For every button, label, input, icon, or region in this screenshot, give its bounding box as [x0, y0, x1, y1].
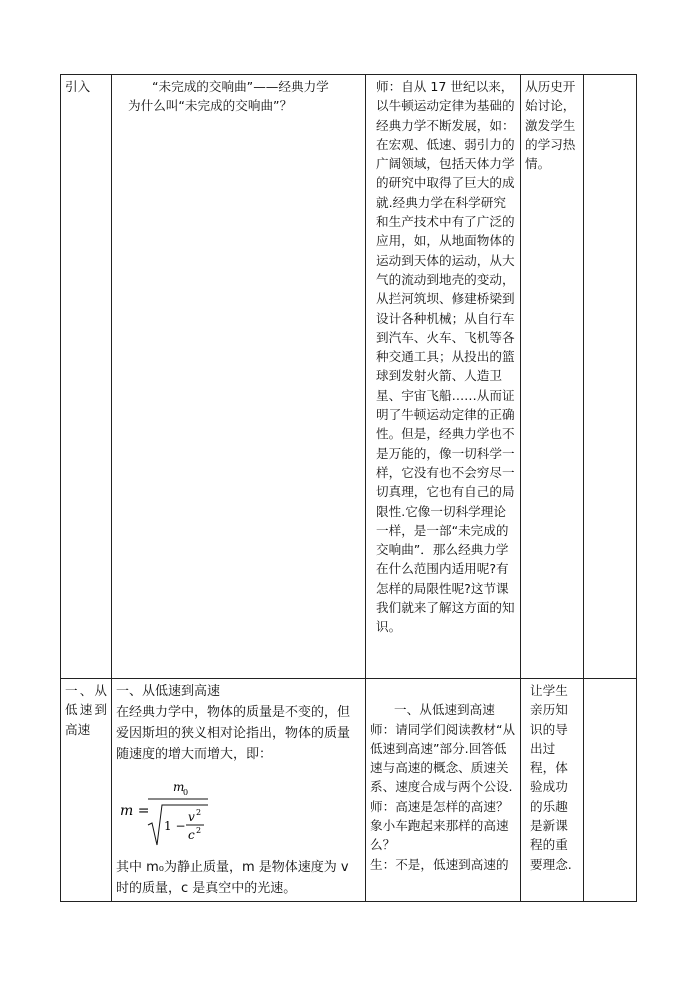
stage-cell — [61, 75, 112, 679]
stage-label: 一、从低速到高速 — [65, 683, 107, 737]
formula-numerator-sub: 0 — [183, 788, 189, 797]
extra-cell — [584, 679, 637, 902]
formula-one: 1 − — [164, 819, 186, 833]
design-intent-cell — [521, 679, 584, 902]
design-intent-text: 从历史开始讨论，激发学生的学习热情。 — [525, 79, 576, 172]
formula-c-exp: 2 — [196, 826, 202, 835]
mass-velocity-formula — [120, 773, 361, 851]
teacher-activity-cell — [366, 75, 521, 679]
content-line: 为什么叫“未完成的交响曲”？ — [128, 98, 293, 114]
teacher-activity-text: 一、从低速到高速 师：请同学们阅读教材“从低速到高速”部分.回答低速与高速的概念、质速关系、速度合成与两个公设. 师：高速是怎样的高速？象小车跑起来那样的高速么？ 生：不是，低速到高速的 — [370, 702, 516, 872]
formula-c: c — [188, 828, 195, 842]
lesson-plan-table — [60, 74, 637, 902]
teacher-activity-text: 师：自从 17 世纪以来，以牛顿运动定律为基础的经典力学不断发展，如：在宏观、低速、弱引力的广阔领域，包括天体力学的研究中取得了巨大的成就.经典力学在科学研究和生产技术中有了广泛的应用，如，从地面物体的运动到天体的运动，从大气的流动到地壳的变动，从拦河筑坝、修建桥梁到设计各种机械；从自行车到汽车、火车、飞机等各种交通工具；从投出的篮球到发射火箭、人造卫星、宇宙飞船……从而证明了牛顿运动定律的正确性。但是，经典力学也不是万能的，像一切科学一样，它没有也不会穷尽一切真理，它也有自己的局限性.它像一切科学理论一样，是一部“未完成的交响曲”．那么经典力学在什么范围内适用呢?有怎样的局限性呢?这节课我们就来了解这方面的知识。 — [376, 79, 515, 635]
table-row — [61, 679, 637, 902]
formula-graphic — [120, 773, 230, 851]
content-paragraph: 在经典力学中，物体的质量是不变的，但爱因斯坦的狭义相对论指出，物体的质量随速度的增大而增大，即： — [116, 705, 351, 762]
content-line: “未完成的交响曲”——经典力学 — [152, 79, 329, 94]
formula-v-exp: 2 — [196, 808, 202, 817]
content-cell — [112, 679, 366, 902]
stage-cell — [61, 679, 112, 902]
formula-lhs: m = — [120, 803, 150, 819]
content-paragraph: 其中 m₀为静止质量，m 是物体速度为 v 时的质量，c 是真空中的光速。 — [116, 860, 349, 896]
stage-label: 引入 — [65, 79, 91, 94]
extra-cell — [584, 75, 637, 679]
section-heading: 一、从低速到高速 — [116, 684, 221, 699]
design-intent-text: 让学生亲历知识的导出过程，体验成功的乐趣是新课程的重要理念. — [530, 683, 572, 872]
formula-v: v — [188, 810, 195, 824]
teacher-activity-cell — [366, 679, 521, 902]
formula-numerator: m — [173, 780, 185, 794]
design-intent-cell — [521, 75, 584, 679]
table-row — [61, 75, 637, 679]
content-cell — [112, 75, 366, 679]
